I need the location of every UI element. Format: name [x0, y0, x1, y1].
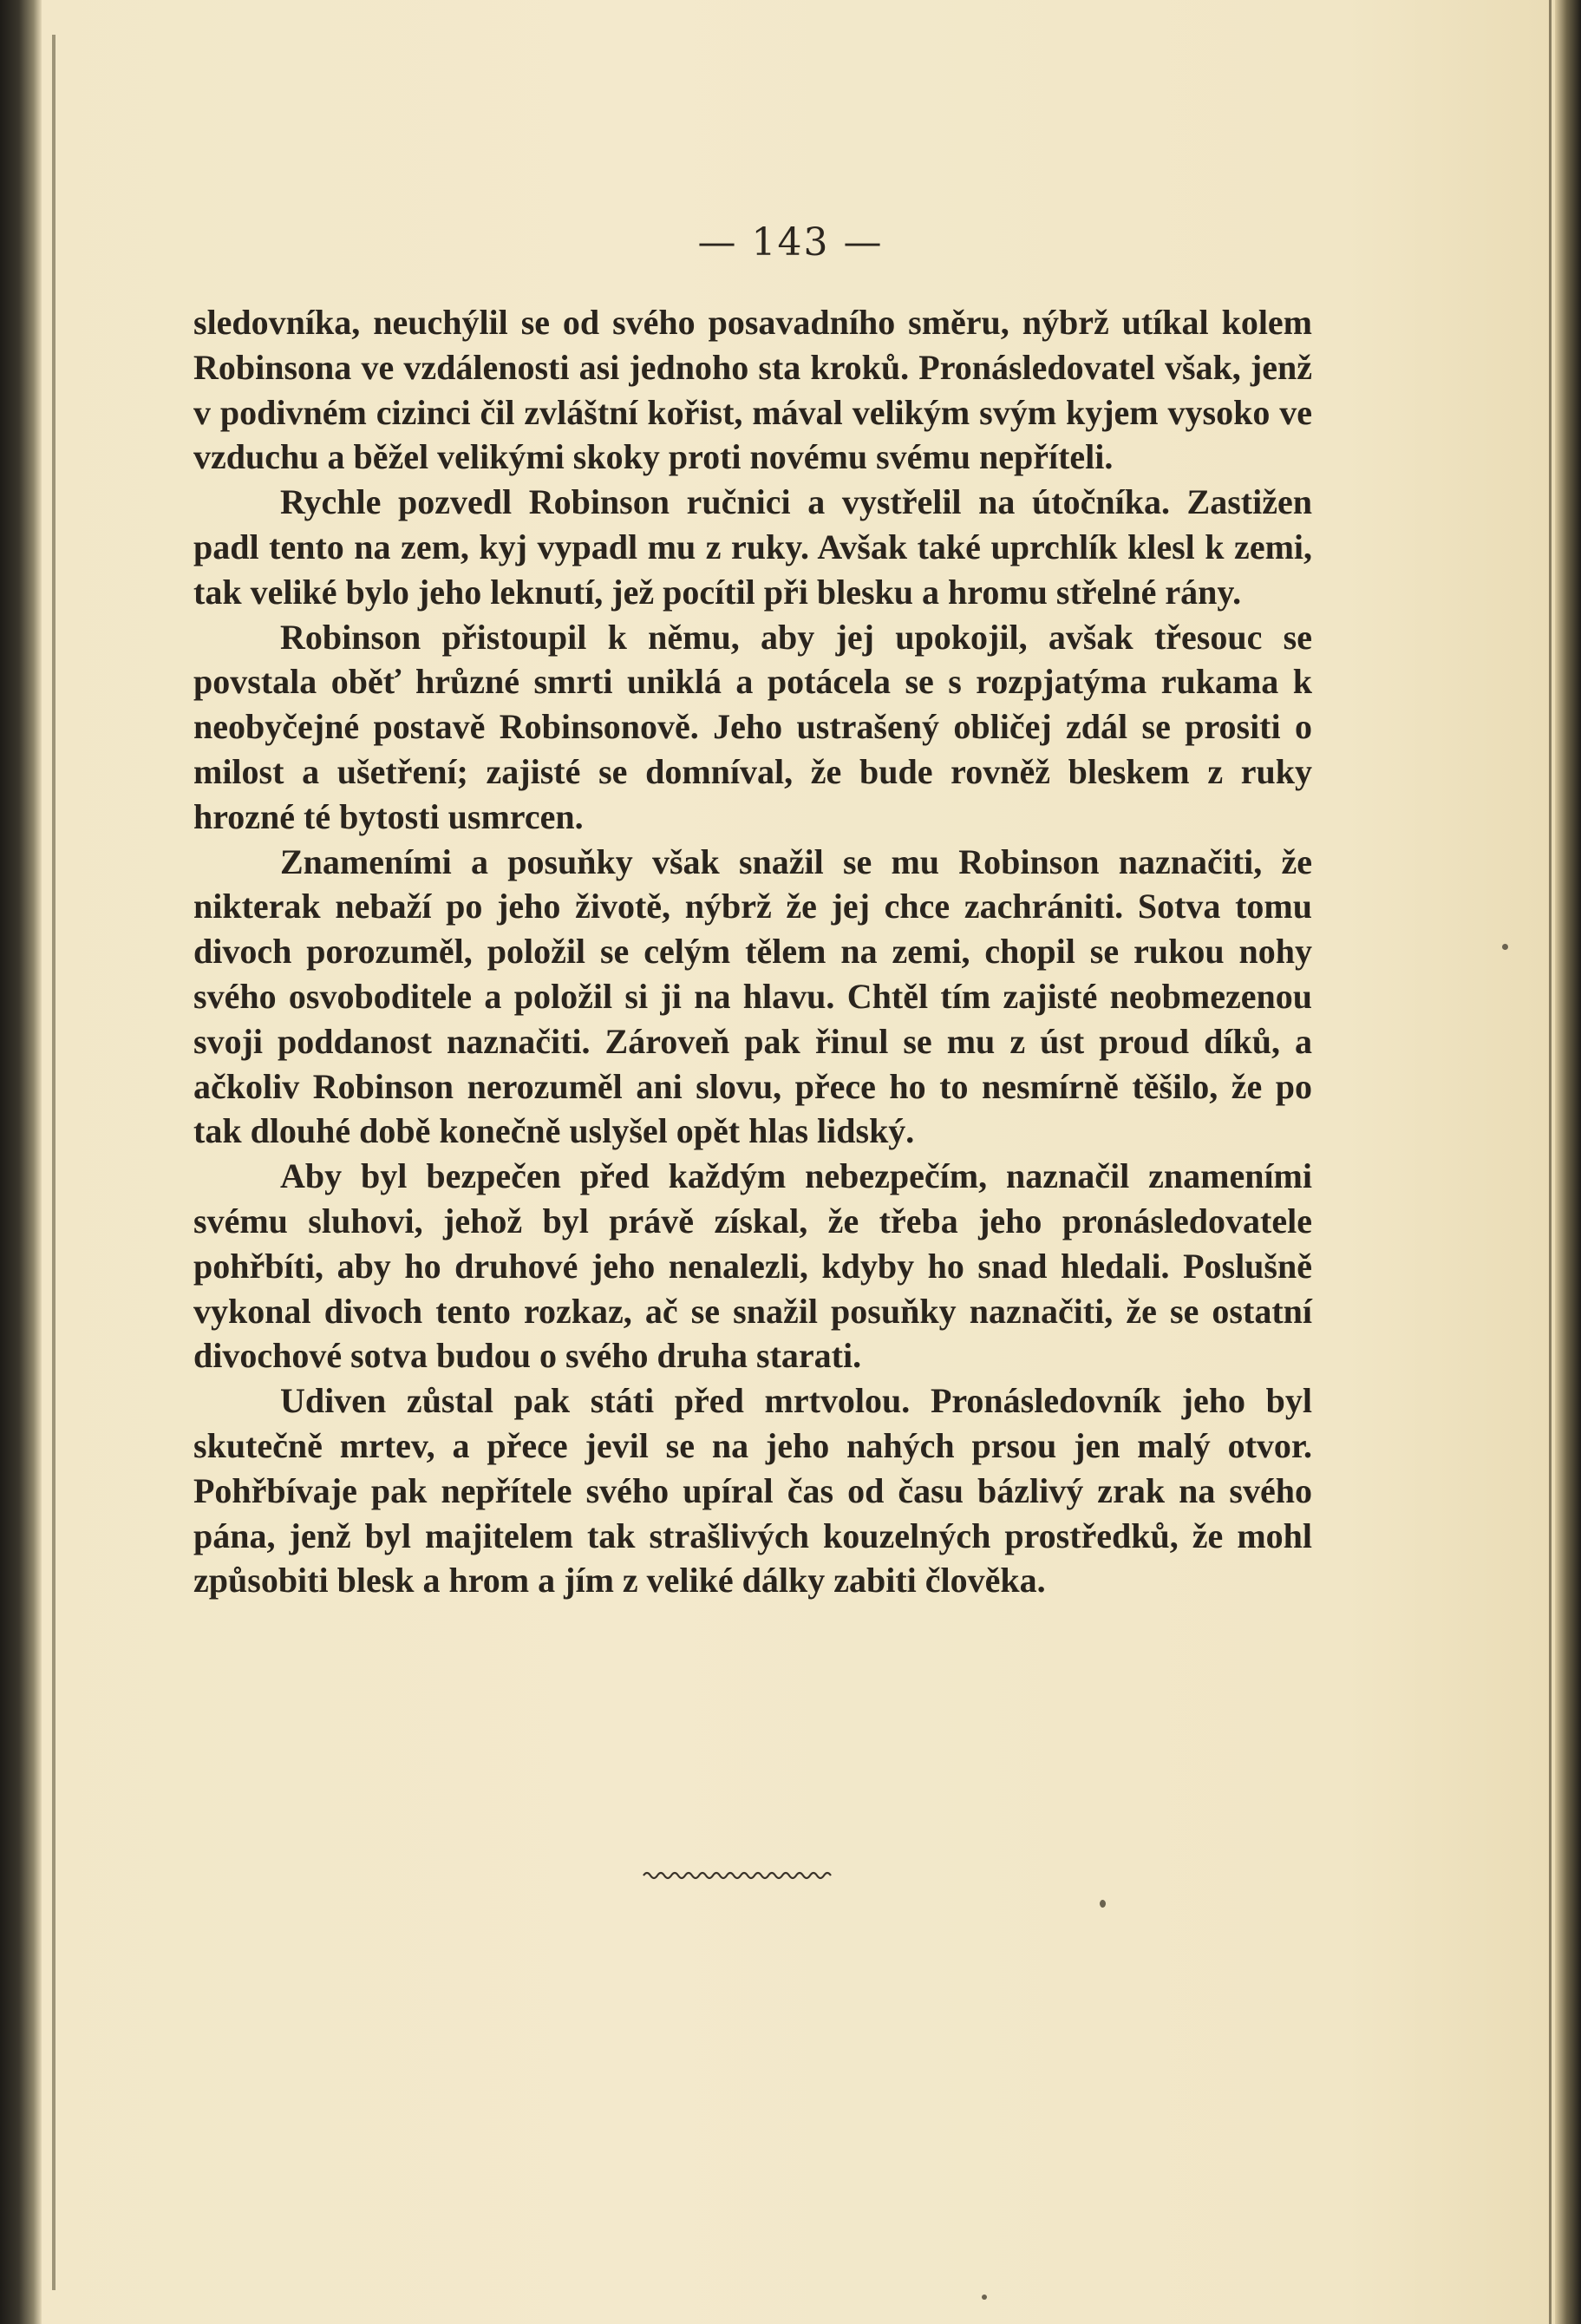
paper-speck	[982, 2295, 987, 2300]
page-number: — 143 —	[697, 220, 884, 265]
paragraph-5: Aby byl bezpečen před každým nebezpečím, naznačil znameními svému sluhovi, jehož byl právě získal, že třeba jeho pronásledovatele pohřbíti, aby ho druhové jeho nenalezli, kdyby ho snad hledali. Poslušně vykonal divoch tento rozkaz, ač se snažil posuňky naznačiti, že se ostatní divochové sotva budou o svého druha starati.	[193, 1156, 1312, 1376]
paragraph-3: Robinson přistoupil k němu, aby jej upokojil, avšak třesouc se povstala oběť hrůzné smrti uniklá a potácela se s rozpjatýma rukama k neobyčejné postavě Robinsonově. Jeho ustrašený obličej zdál se prositi o milost a ušetření; zajisté se domníval, že bude rovněž bleskem z ruky hrozné té bytosti usmrcen.	[193, 617, 1312, 836]
paragraph-4: Znameními a posuňky však snažil se mu Robinson naznačiti, že nikterak nebaží po jeho životě, nýbrž že jej chce zachrániti. Sotva tomu divoch porozuměl, položil se celým tělem na zemi, chopil se rukou nohy svého osvoboditele a položil si ji na hlavu. Chtěl tím zajisté neobmezenou svoji poddanost naznačiti. Zároveň pak řinul se mu z úst proud díků, a ačkoliv Robinson nerozuměl ani slovu, přece ho to nesmírně těšilo, že po tak dlouhé době konečně uslyšel opět hlas lidský.	[193, 841, 1312, 1151]
paper-speck	[1100, 1900, 1106, 1908]
paragraph-6: Udiven zůstal pak státi před mrtvolou. Pronásledovník jeho byl skutečně mrtev, a přece jevil se na jeho nahých prsou jen malý otvor. Pohřbívaje pak nepřítele svého upíral čas od času bázlivý zrak na svého pána, jenž byl majitelem tak strašlivých kouzelných prostředků, že mohl způsobiti blesk a hrom a jím z veliké dálky zabiti člověka.	[193, 1381, 1312, 1601]
page-edge-line	[1549, 0, 1552, 2324]
end-ornament	[642, 1865, 834, 1882]
right-edge-shadow	[1555, 0, 1581, 2324]
paragraph-2: Rychle pozvedl Robinson ručnici a vystřelil na útočníka. Zastižen padl tento na zem, kyj vypadl mu z ruky. Avšak také uprchlík klesl k zemi, tak veliké bylo jeho leknutí, jež pocítil při blesku a hromu střelné rány.	[193, 482, 1312, 612]
book-spine-shadow	[0, 0, 42, 2324]
body-text	[193, 300, 1312, 1603]
gutter-edge	[52, 35, 56, 2290]
paper-speck	[1502, 944, 1508, 950]
paragraph-1: sledovníka, neuchýlil se od svého posavadního směru, nýbrž utíkal kolem Robinsona ve vzdálenosti asi jednoho sta kroků. Pronásledovatel však, jenž v podivném cizinci čil zvláštní kořist, mával velikým svým kyjem vysoko ve vzduchu a běžel velikými skoky proti novému svému nepříteli.	[193, 303, 1312, 477]
